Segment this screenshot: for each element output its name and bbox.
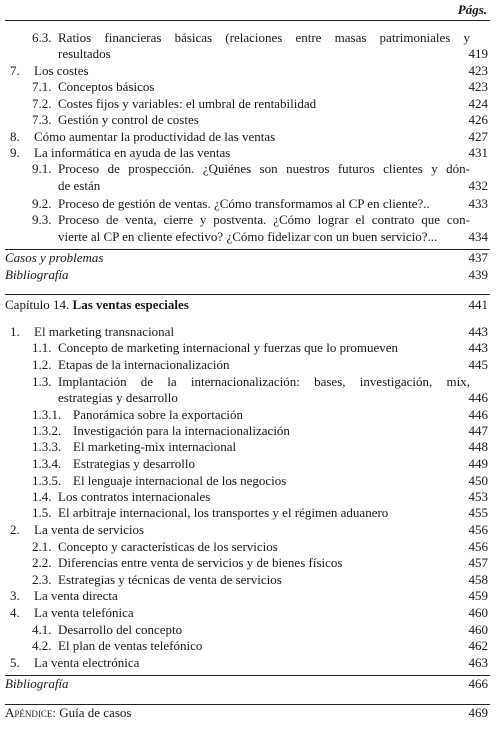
toc-entry-number: 4.1. — [32, 622, 52, 637]
toc-entry-number: 8. — [10, 129, 20, 144]
toc-entry-title: Capítulo 14. Las ventas especiales — [5, 297, 189, 312]
toc-entry-title: Conceptos básicos — [58, 79, 155, 94]
toc-entry-title: La venta de servicios — [34, 522, 145, 537]
toc-entry-number: 7. — [10, 63, 20, 78]
toc-entry-title: Costes fijos y variables: el umbral de rentabilidad — [58, 96, 317, 111]
toc-entry-number: 4.2. — [32, 638, 52, 653]
toc-entry[interactable] — [0, 212, 496, 228]
toc-entry-number: 7.1. — [32, 79, 52, 94]
toc-entry-number: 1. — [10, 324, 20, 339]
toc-entry[interactable] — [0, 374, 496, 390]
toc-entry-number: 5. — [10, 655, 20, 670]
toc-entry[interactable] — [0, 505, 496, 521]
toc-page-number: 459 — [468, 588, 488, 603]
toc-entry[interactable] — [0, 605, 496, 621]
toc-entry-number: 9.1. — [32, 161, 52, 176]
toc-entry[interactable] — [0, 705, 496, 721]
toc-entry-title: Estrategias y técnicas de venta de servicios — [58, 572, 282, 587]
toc-entry-number: 1.3.4. — [32, 456, 62, 471]
toc-entry[interactable] — [0, 324, 496, 340]
toc-page-number: 447 — [468, 423, 488, 438]
toc-page-number: 431 — [468, 145, 488, 160]
dot-leader — [72, 676, 460, 692]
toc-entry-title: La informática en ayuda de las ventas — [34, 145, 231, 160]
header-rule — [5, 20, 490, 21]
toc-entry-number: 1.5. — [32, 505, 52, 520]
dot-leader — [246, 407, 460, 423]
dot-leader — [401, 340, 460, 356]
toc-entry-title: Concepto de marketing internacional y fuerzas que lo promueven — [58, 340, 399, 355]
toc-page-number: 448 — [468, 439, 488, 454]
toc-page-number: 469 — [468, 705, 488, 720]
toc-entry[interactable] — [0, 655, 496, 671]
toc-page-number: 424 — [468, 96, 488, 111]
dot-leader — [114, 46, 460, 62]
toc-entry-number: 1.3.2. — [32, 423, 62, 438]
toc-entry-title: Cómo aumentar la productividad de las ventas — [34, 129, 276, 144]
running-header: Págs. — [457, 2, 487, 17]
toc-page-number: 437 — [468, 250, 488, 265]
dot-leader — [103, 178, 460, 194]
toc-entry-number: 3. — [10, 588, 20, 603]
toc-entry-title: Panorámica sobre la exportación — [73, 407, 244, 422]
toc-entry-title: Concepto y características de los servicios — [58, 539, 278, 554]
toc-page-number: 455 — [468, 505, 488, 520]
toc-page-number: 445 — [468, 357, 488, 372]
toc-entry[interactable] — [0, 522, 496, 538]
toc-entry-title: Investigación para la internacionalización — [73, 423, 290, 438]
toc-entry[interactable] — [0, 297, 496, 313]
toc-entry-title: Diferencias entre venta de servicios y de bienes físicos — [58, 555, 343, 570]
toc-page-number: 460 — [468, 622, 488, 637]
toc-entry[interactable] — [0, 161, 496, 177]
dot-leader — [433, 196, 460, 212]
dot-leader — [440, 229, 460, 245]
toc-entry-title: Estrategias y desarrollo — [73, 456, 196, 471]
dot-leader — [177, 324, 460, 340]
toc-entry-number: 1.3.3. — [32, 439, 62, 454]
toc-page-number: 419 — [468, 46, 488, 61]
toc-entry-number: 6.3. — [32, 30, 52, 45]
toc-entry[interactable] — [0, 456, 496, 472]
toc-entry-number: 9.2. — [32, 196, 52, 211]
toc-entry-title: resultados — [58, 46, 111, 61]
toc-page-number: 426 — [468, 112, 488, 127]
dot-leader — [72, 267, 460, 283]
dot-leader — [345, 555, 460, 571]
dot-leader — [147, 522, 460, 538]
dot-leader — [181, 390, 460, 406]
toc-page-number: 427 — [468, 129, 488, 144]
toc-page-number: 423 — [468, 79, 488, 94]
toc-entry[interactable] — [0, 407, 496, 423]
toc-entry-title: El plan de ventas telefónico — [58, 638, 203, 653]
toc-entry[interactable] — [0, 250, 496, 266]
toc-page-number: 457 — [468, 555, 488, 570]
toc-entry[interactable] — [0, 638, 496, 654]
toc-entry-title: El arbitraje internacional, los transportes y el régimen aduanero — [58, 505, 389, 520]
dot-leader — [121, 588, 460, 604]
toc-page-number: 460 — [468, 605, 488, 620]
toc-entry[interactable] — [0, 145, 496, 161]
toc-entry[interactable] — [0, 129, 496, 145]
toc-entry-title: Gestión y control de costes — [58, 112, 199, 127]
toc-entry-title: Bibliografía — [5, 676, 69, 691]
toc-entry-title: Proceso de prospección. ¿Quiénes son nuestros futuros clientes y dón- — [58, 161, 470, 176]
toc-entry-number: 4. — [10, 605, 20, 620]
toc-page-number: 441 — [468, 297, 488, 312]
toc-entry[interactable] — [0, 79, 496, 95]
toc-entry-title: Los costes — [34, 63, 89, 78]
dot-leader — [289, 473, 460, 489]
toc-entry-number: 2.1. — [32, 539, 52, 554]
toc-entry-number: 1.3. — [32, 374, 52, 389]
dot-leader — [205, 638, 460, 654]
toc-entry[interactable] — [0, 178, 496, 194]
dot-leader — [232, 357, 460, 373]
toc-page-number: 450 — [468, 473, 488, 488]
dot-leader — [278, 129, 460, 145]
toc-entry-title: El marketing-mix internacional — [73, 439, 237, 454]
toc-entry-title: estrategias y desarrollo — [58, 390, 178, 405]
section-rule — [5, 294, 490, 295]
toc-entry-title: Proceso de venta, cierre y postventa. ¿Cómo lograr el contrato que con- — [58, 212, 470, 227]
toc-entry[interactable] — [0, 588, 496, 604]
dot-leader — [185, 622, 460, 638]
toc-entry-title: vierte al CP en cliente efectivo? ¿Cómo fidelizar con un buen servicio?... — [58, 229, 438, 244]
dot-leader — [192, 297, 460, 313]
toc-entry[interactable] — [0, 439, 496, 455]
dot-leader — [198, 456, 460, 472]
toc-entry-title: Desarrollo del concepto — [58, 622, 183, 637]
dot-leader — [293, 423, 460, 439]
toc-page-number: 449 — [468, 456, 488, 471]
toc-page-number: 466 — [468, 676, 488, 691]
dot-leader — [106, 250, 460, 266]
toc-entry-title: Bibliografía — [5, 267, 69, 282]
toc-entry[interactable] — [0, 676, 496, 692]
toc-page-number: 432 — [468, 178, 488, 193]
toc-entry-title: Implantación de la internacionalización: bases, investigación, mix, — [58, 374, 470, 389]
toc-entry[interactable] — [0, 63, 496, 79]
dot-leader — [285, 572, 460, 588]
toc-entry-number: 2.2. — [32, 555, 52, 570]
toc-entry[interactable] — [0, 46, 496, 62]
toc-entry-title: La venta electrónica — [34, 655, 140, 670]
dot-leader — [142, 655, 460, 671]
toc-entry-number: 7.2. — [32, 96, 52, 111]
dot-leader — [391, 505, 460, 521]
toc-entry-number: 1.3.1. — [32, 407, 62, 422]
dot-leader — [134, 705, 460, 721]
toc-page-number: 423 — [468, 63, 488, 78]
toc-entry[interactable] — [0, 112, 496, 128]
toc-entry[interactable] — [0, 357, 496, 373]
toc-entry[interactable] — [0, 622, 496, 638]
toc-entry[interactable] — [0, 96, 496, 112]
toc-entry[interactable] — [0, 196, 496, 212]
toc-entry-title: Etapas de la internacionalización — [58, 357, 230, 372]
toc-page-number: 458 — [468, 572, 488, 587]
toc-entry-number: 9. — [10, 145, 20, 160]
toc-page-number: 463 — [468, 655, 488, 670]
dot-leader — [202, 112, 460, 128]
toc-entry[interactable] — [0, 267, 496, 283]
toc-page-number: 443 — [468, 340, 488, 355]
dot-leader — [233, 145, 460, 161]
toc-entry-title: La venta telefónica — [34, 605, 134, 620]
dot-leader — [319, 96, 460, 112]
toc-entry[interactable] — [0, 572, 496, 588]
toc-entry-title: Proceso de gestión de ventas. ¿Cómo transformamos al CP en cliente?.. — [58, 196, 430, 211]
toc-entry-number: 1.4. — [32, 489, 52, 504]
dot-leader — [281, 539, 460, 555]
dot-leader — [92, 63, 460, 79]
toc-entry-number: 1.1. — [32, 340, 52, 355]
toc-entry[interactable] — [0, 30, 496, 46]
toc-page-number: 462 — [468, 638, 488, 653]
toc-entry[interactable] — [0, 229, 496, 245]
toc-entry-title: de están — [58, 178, 101, 193]
toc-page-number: 456 — [468, 539, 488, 554]
toc-entry[interactable] — [0, 539, 496, 555]
toc-page-number: 434 — [468, 229, 488, 244]
toc-entry-number: 1.2. — [32, 357, 52, 372]
dot-leader — [213, 489, 460, 505]
toc-entry[interactable] — [0, 423, 496, 439]
toc-entry-number: 1.3.5. — [32, 473, 62, 488]
toc-entry-title: Casos y problemas — [5, 250, 104, 265]
toc-page-number: 456 — [468, 522, 488, 537]
toc-entry[interactable] — [0, 340, 496, 356]
toc-entry[interactable] — [0, 390, 496, 406]
toc-entry[interactable] — [0, 473, 496, 489]
toc-entry[interactable] — [0, 555, 496, 571]
toc-page-number: 446 — [468, 390, 488, 405]
toc-page-number: 439 — [468, 267, 488, 282]
dot-leader — [137, 605, 460, 621]
toc-entry[interactable] — [0, 489, 496, 505]
toc-page-number: 443 — [468, 324, 488, 339]
toc-entry-title: Ratios financieras básicas (relaciones entre masas patrimoniales y — [58, 30, 470, 45]
toc-entry-number: 2.3. — [32, 572, 52, 587]
toc-entry-number: 7.3. — [32, 112, 52, 127]
toc-entry-number: 2. — [10, 522, 20, 537]
dot-leader — [157, 79, 460, 95]
toc-entry-title: Apéndice: Guía de casos — [5, 705, 132, 720]
toc-page-number: 433 — [468, 196, 488, 211]
toc-entry-title: El lenguaje internacional de los negocios — [73, 473, 287, 488]
toc-page-number: 446 — [468, 407, 488, 422]
toc-entry-title: Los contratos internacionales — [58, 489, 211, 504]
dot-leader — [239, 439, 460, 455]
toc-entry-title: El marketing transnacional — [34, 324, 175, 339]
toc-page-number: 453 — [468, 489, 488, 504]
toc-entry-number: 9.3. — [32, 212, 52, 227]
toc-entry-title: La venta directa — [34, 588, 118, 603]
